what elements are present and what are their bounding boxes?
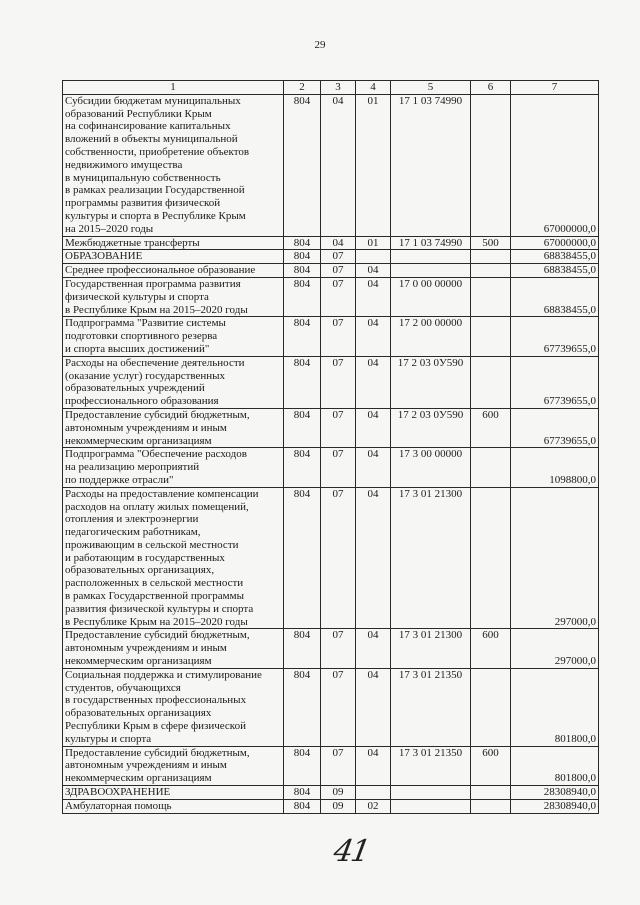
cell-col-6: 600 <box>471 629 511 668</box>
cell-col-3: 07 <box>321 356 356 408</box>
table-row <box>63 264 599 278</box>
cell-col-5: 17 1 03 74990 <box>391 236 471 250</box>
cell-description: Предоставление субсидий бюджетным, автономным учреждениям и иным некоммерческим организациям <box>63 408 284 447</box>
cell-col-6 <box>471 356 511 408</box>
cell-col-6 <box>471 799 511 813</box>
cell-amount: 68838455,0 <box>511 277 599 316</box>
cell-description: ЗДРАВООХРАНЕНИЕ <box>63 786 284 800</box>
cell-col-3: 07 <box>321 408 356 447</box>
cell-description: Подпрограмма "Развитие системы подготовки спортивного резерва и спорта высших достижений" <box>63 317 284 356</box>
cell-col-6 <box>471 448 511 487</box>
header-col-6: 6 <box>471 81 511 95</box>
cell-description: Расходы на предоставление компенсации расходов на оплату жилых помещений, отопления и электроэнергии педагогическим работникам, проживающим в сельской местности и работающим в государственных образовательных организациях, расположенных в сельской местности в рамках Государственной программы развития физической культуры и спорта в Республике Крым на 2015–2020 годы <box>63 487 284 629</box>
cell-col-3: 04 <box>321 94 356 236</box>
cell-col-4: 04 <box>356 629 391 668</box>
cell-col-3: 07 <box>321 448 356 487</box>
cell-col-2: 804 <box>284 264 321 278</box>
cell-amount: 67739655,0 <box>511 317 599 356</box>
cell-col-6: 500 <box>471 236 511 250</box>
cell-col-4: 04 <box>356 356 391 408</box>
cell-col-4 <box>356 250 391 264</box>
cell-description: Подпрограмма "Обеспечение расходов на реализацию мероприятий по поддержке отрасли" <box>63 448 284 487</box>
cell-col-2: 804 <box>284 799 321 813</box>
cell-col-3: 09 <box>321 786 356 800</box>
header-col-4: 4 <box>356 81 391 95</box>
table-row <box>63 668 599 746</box>
cell-col-2: 804 <box>284 668 321 746</box>
cell-col-2: 804 <box>284 408 321 447</box>
cell-col-4: 04 <box>356 487 391 629</box>
table-row <box>63 448 599 487</box>
cell-col-2: 804 <box>284 448 321 487</box>
cell-col-2: 804 <box>284 746 321 785</box>
cell-description: Межбюджетные трансферты <box>63 236 284 250</box>
cell-col-3: 07 <box>321 629 356 668</box>
cell-col-2: 804 <box>284 487 321 629</box>
table-row <box>63 629 599 668</box>
cell-col-2: 804 <box>284 277 321 316</box>
cell-col-5: 17 2 00 00000 <box>391 317 471 356</box>
cell-description: Предоставление субсидий бюджетным, автономным учреждениям и иным некоммерческим организациям <box>63 746 284 785</box>
cell-col-5: 17 3 00 00000 <box>391 448 471 487</box>
cell-amount: 67739655,0 <box>511 408 599 447</box>
cell-col-6 <box>471 487 511 629</box>
table-row <box>63 746 599 785</box>
cell-amount: 297000,0 <box>511 487 599 629</box>
cell-col-6 <box>471 786 511 800</box>
cell-col-3: 09 <box>321 799 356 813</box>
cell-col-3: 07 <box>321 668 356 746</box>
cell-col-6: 600 <box>471 408 511 447</box>
cell-col-3: 07 <box>321 487 356 629</box>
cell-col-2: 804 <box>284 94 321 236</box>
table-row <box>63 408 599 447</box>
cell-description: Социальная поддержка и стимулирование студентов, обучающихся в государственных профессиональных образовательных организациях Республики Крым в сфере физической культуры и спорта <box>63 668 284 746</box>
cell-amount: 28308940,0 <box>511 786 599 800</box>
cell-description: Среднее профессиональное образование <box>63 264 284 278</box>
cell-col-5: 17 3 01 21300 <box>391 487 471 629</box>
cell-amount: 28308940,0 <box>511 799 599 813</box>
cell-col-5 <box>391 264 471 278</box>
cell-col-5: 17 2 03 0У590 <box>391 408 471 447</box>
cell-col-3: 04 <box>321 236 356 250</box>
cell-col-2: 804 <box>284 250 321 264</box>
table-row <box>63 487 599 629</box>
cell-col-6 <box>471 94 511 236</box>
cell-amount: 68838455,0 <box>511 264 599 278</box>
cell-col-5 <box>391 799 471 813</box>
cell-col-6 <box>471 277 511 316</box>
cell-description: Предоставление субсидий бюджетным, автономным учреждениям и иным некоммерческим организациям <box>63 629 284 668</box>
cell-amount: 67739655,0 <box>511 356 599 408</box>
header-col-1: 1 <box>63 81 284 95</box>
cell-amount: 801800,0 <box>511 746 599 785</box>
cell-col-5: 17 3 01 21350 <box>391 668 471 746</box>
cell-amount: 297000,0 <box>511 629 599 668</box>
header-col-5: 5 <box>391 81 471 95</box>
cell-amount: 67000000,0 <box>511 94 599 236</box>
handwritten-page-mark: 41 <box>330 834 372 869</box>
cell-col-4: 01 <box>356 94 391 236</box>
cell-col-3: 07 <box>321 317 356 356</box>
cell-col-5: 17 1 03 74990 <box>391 94 471 236</box>
cell-col-2: 804 <box>284 629 321 668</box>
cell-col-3: 07 <box>321 264 356 278</box>
cell-col-5: 17 0 00 00000 <box>391 277 471 316</box>
cell-description: Расходы на обеспечение деятельности (оказание услуг) государственных образовательных учреждений профессионального образования <box>63 356 284 408</box>
cell-col-2: 804 <box>284 317 321 356</box>
table-row <box>63 356 599 408</box>
cell-col-4: 04 <box>356 277 391 316</box>
cell-col-3: 07 <box>321 250 356 264</box>
budget-table <box>62 80 599 814</box>
cell-col-3: 07 <box>321 746 356 785</box>
cell-col-4: 04 <box>356 317 391 356</box>
cell-description: ОБРАЗОВАНИЕ <box>63 250 284 264</box>
header-row <box>63 81 599 95</box>
cell-col-4: 04 <box>356 746 391 785</box>
header-col-7: 7 <box>511 81 599 95</box>
cell-col-2: 804 <box>284 356 321 408</box>
table-header <box>63 81 599 95</box>
cell-col-4 <box>356 786 391 800</box>
cell-col-5 <box>391 250 471 264</box>
table-body <box>63 94 599 813</box>
cell-col-6 <box>471 264 511 278</box>
cell-col-4: 02 <box>356 799 391 813</box>
cell-col-5: 17 3 01 21350 <box>391 746 471 785</box>
header-col-3: 3 <box>321 81 356 95</box>
cell-amount: 67000000,0 <box>511 236 599 250</box>
cell-col-2: 804 <box>284 786 321 800</box>
cell-col-4: 04 <box>356 408 391 447</box>
cell-col-4: 04 <box>356 264 391 278</box>
table-row <box>63 250 599 264</box>
cell-description: Субсидии бюджетам муниципальных образований Республики Крым на софинансирование капитальных вложений в объекты муниципальной собственности, приобретение объектов недвижимого имущества в муниципальную собственность в рамках реализации Государственной программы развития физической культуры и спорта в Республике Крым на 2015–2020 годы <box>63 94 284 236</box>
table-row <box>63 786 599 800</box>
header-col-2: 2 <box>284 81 321 95</box>
cell-col-5: 17 3 01 21300 <box>391 629 471 668</box>
cell-col-6 <box>471 317 511 356</box>
table-row <box>63 236 599 250</box>
page-number: 29 <box>314 39 326 51</box>
cell-col-6 <box>471 250 511 264</box>
table-row <box>63 799 599 813</box>
cell-description: Амбулаторная помощь <box>63 799 284 813</box>
table-row <box>63 317 599 356</box>
cell-col-4: 04 <box>356 668 391 746</box>
table-row <box>63 277 599 316</box>
cell-col-6 <box>471 668 511 746</box>
cell-col-4: 01 <box>356 236 391 250</box>
cell-description: Государственная программа развития физической культуры и спорта в Республике Крым на 2015–2020 годы <box>63 277 284 316</box>
cell-col-5: 17 2 03 0У590 <box>391 356 471 408</box>
table-row <box>63 94 599 236</box>
cell-col-3: 07 <box>321 277 356 316</box>
cell-amount: 68838455,0 <box>511 250 599 264</box>
cell-amount: 1098800,0 <box>511 448 599 487</box>
cell-amount: 801800,0 <box>511 668 599 746</box>
cell-col-6: 600 <box>471 746 511 785</box>
cell-col-5 <box>391 786 471 800</box>
cell-col-4: 04 <box>356 448 391 487</box>
cell-col-2: 804 <box>284 236 321 250</box>
